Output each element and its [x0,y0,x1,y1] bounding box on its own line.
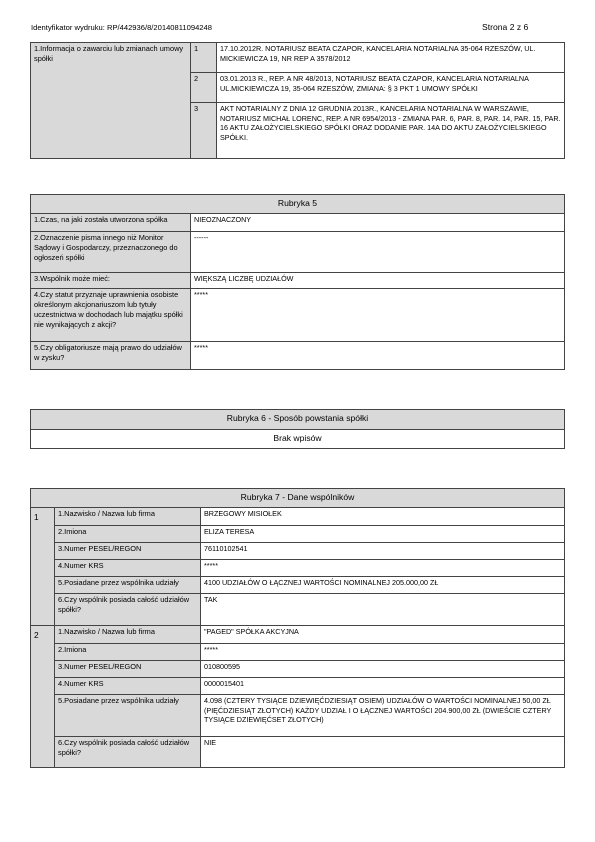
field-value: ------ [191,232,565,273]
field-value: BRZEGOWY MISIOŁEK [201,508,565,526]
field-label: 6.Czy wspólnik posiada całość udziałów spółki? [55,737,201,768]
field-label: 4.Numer KRS [55,678,201,695]
field-value: 76110102541 [201,543,565,560]
field-label: 1.Czas, na jaki została utworzona spółka [31,214,191,232]
agreement-item-text: 17.10.2012R. NOTARIUSZ BEATA CZAPOR, KANCELARIA NOTARIALNA 35-064 RZESZÓW, UL. MICKIEWICZA 19, NR REP A 3578/2012 [217,43,565,73]
field-label: 3.Numer PESEL/REGON [55,543,201,560]
field-value: WIĘKSZĄ LICZBĘ UDZIAŁÓW [191,273,565,289]
field-value: ***** [201,644,565,661]
rubryka-7-table [30,488,565,768]
page-number: Strona 2 z 6 [482,22,529,32]
field-value: ***** [191,342,565,370]
field-value: 0000015401 [201,678,565,695]
field-value: NIE [201,737,565,768]
rubryka-5-table [30,194,565,370]
field-label: 3.Numer PESEL/REGON [55,661,201,678]
agreement-item-number: 3 [191,103,217,159]
agreement-label: 1.Informacja o zawarciu lub zmianach umowy spółki [31,43,191,159]
field-label: 1.Nazwisko / Nazwa lub firma [55,626,201,644]
field-value: 010800595 [201,661,565,678]
field-value: "PAGED" SPÓŁKA AKCYJNA [201,626,565,644]
partner-number: 2 [31,626,55,768]
field-value: ELIZA TERESA [201,526,565,543]
section-title: Rubryka 6 - Sposób powstania spółki [31,410,565,430]
field-label: 1.Nazwisko / Nazwa lub firma [55,508,201,526]
agreement-item-text: 03.01.2013 R., REP. A NR 48/2013, NOTARIUSZ BEATA CZAPOR, KANCELARIA NOTARIALNA UL.MICKIEWICZA 19, 35-064 RZESZÓW, ZMIANA: § 3 PKT 1 UMOWY SPÓŁKI [217,73,565,103]
field-label: 5.Posiadane przez wspólnika udziały [55,695,201,737]
field-label: 2.Imiona [55,644,201,661]
field-label: 3.Wspólnik może mieć: [31,273,191,289]
field-value: ***** [201,560,565,577]
field-value: ***** [191,289,565,342]
section-title: Rubryka 7 - Dane wspólników [31,489,565,508]
partner-number: 1 [31,508,55,626]
field-label: 4.Numer KRS [55,560,201,577]
print-identifier: Identyfikator wydruku: RP/442936/8/20140811094248 [31,23,212,32]
section-title: Rubryka 5 [31,195,565,214]
field-value: 4100 UDZIAŁÓW O ŁĄCZNEJ WARTOŚCI NOMINALNEJ 205.000,00 ZŁ [201,577,565,594]
agreement-table [30,42,565,159]
field-label: 4.Czy statut przyznaje uprawnienia osobiste określonym akcjonariuszom lub tytuły uczestnictwa w dochodach lub majątku spółki nie wynikających z akcji? [31,289,191,342]
no-entries-text: Brak wpisów [31,430,565,449]
field-value: TAK [201,594,565,626]
rubryka-6-table [30,409,565,449]
field-label: 5.Czy obligatoriusze mają prawo do udziałów w zysku? [31,342,191,370]
field-label: 6.Czy wspólnik posiada całość udziałów spółki? [55,594,201,626]
field-label: 2.Imiona [55,526,201,543]
field-label: 5.Posiadane przez wspólnika udziały [55,577,201,594]
field-value: 4.098 (CZTERY TYSIĄCE DZIEWIĘĆDZIESIĄT OSIEM) UDZIAŁÓW O WARTOŚCI NOMINALNEJ 50,00 ZŁ (PIĘĆDZIESIĄT ZŁOTYCH) KAŻDY UDZIAŁ I O ŁĄCZNEJ WARTOŚCI 204.900,00 ZŁ (DWIEŚCIE CZTERY TYSIĄCE DZIEWIĘĆSET ZŁOTYCH) [201,695,565,737]
agreement-item-text: AKT NOTARIALNY Z DNIA 12 GRUDNIA 2013R., KANCELARIA NOTARIALNA W WARSZAWIE, NOTARIUSZ MICHAŁ LORENC, REP. A NR 6954/2013 - ZMIANA PAR. 6, PAR. 8, PAR. 14, PAR. 15, PAR. 16 AKTU ZAŁOŻYCIELSKIEGO SPÓŁKI ORAZ DODANIE PAR. 14A DO AKTU ZAŁOŻYCIELSKIEGO SPÓŁKI. [217,103,565,159]
field-label: 2.Oznaczenie pisma innego niż Monitor Sądowy i Gospodarczy, przeznaczonego do ogłoszeń spółki [31,232,191,273]
agreement-item-number: 1 [191,43,217,73]
field-value: NIEOZNACZONY [191,214,565,232]
agreement-item-number: 2 [191,73,217,103]
